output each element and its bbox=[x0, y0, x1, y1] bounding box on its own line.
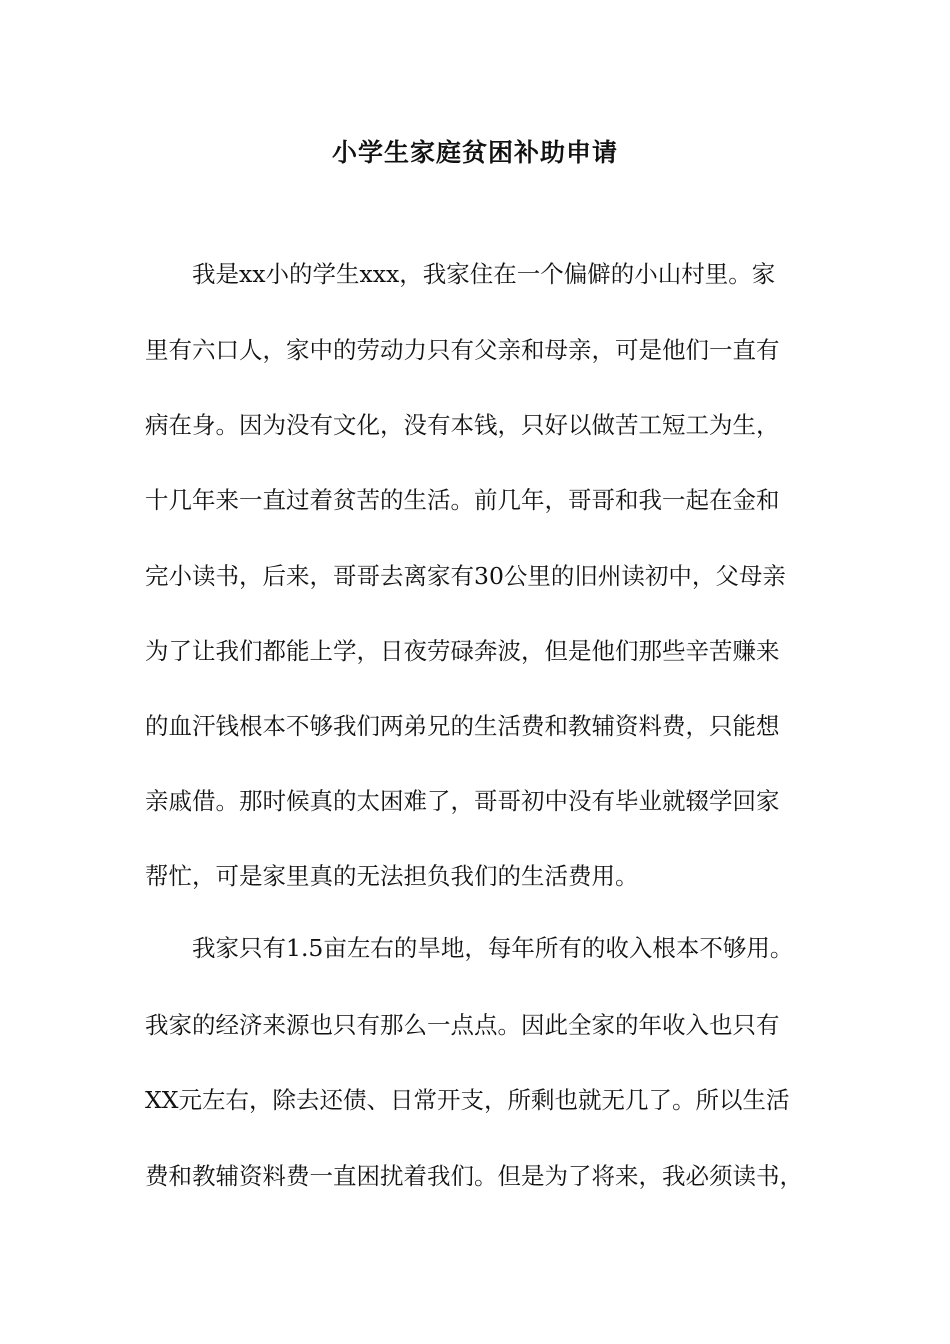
paragraph-1-line-8: 亲戚借。那时候真的太困难了，哥哥初中没有毕业就辍学回家 bbox=[145, 787, 780, 815]
paragraph-1-line-7: 的血汗钱根本不够我们两弟兄的生活费和教辅资料费，只能想 bbox=[145, 712, 780, 740]
paragraph-2-line-1: 我家只有1.5亩左右的旱地，每年所有的收入根本不够用。 bbox=[192, 934, 794, 962]
paragraph-1-line-6: 为了让我们都能上学，日夜劳碌奔波，但是他们那些辛苦赚来 bbox=[145, 637, 780, 665]
paragraph-2-line-3: XX元左右，除去还债、日常开支，所剩也就无几了。所以生活 bbox=[145, 1086, 790, 1114]
paragraph-1-line-5: 完小读书，后来，哥哥去离家有30公里的旧州读初中，父母亲 bbox=[145, 562, 786, 590]
paragraph-2-line-2: 我家的经济来源也只有那么一点点。因此全家的年收入也只有 bbox=[145, 1011, 780, 1039]
paragraph-1-line-1: 我是xx小的学生xxx，我家住在一个偏僻的小山村里。家 bbox=[192, 260, 776, 288]
paragraph-1-line-3: 病在身。因为没有文化，没有本钱，只好以做苦工短工为生， bbox=[145, 411, 780, 439]
document-title: 小学生家庭贫困补助申请 bbox=[331, 138, 618, 167]
paragraph-1-line-9: 帮忙，可是家里真的无法担负我们的生活费用。 bbox=[145, 862, 639, 890]
paragraph-1-line-4: 十几年来一直过着贫苦的生活。前几年，哥哥和我一起在金和 bbox=[145, 486, 780, 514]
paragraph-1-line-2: 里有六口人，家中的劳动力只有父亲和母亲，可是他们一直有 bbox=[145, 336, 780, 364]
paragraph-2-line-4: 费和教辅资料费一直困扰着我们。但是为了将来，我必须读书， bbox=[145, 1162, 803, 1190]
